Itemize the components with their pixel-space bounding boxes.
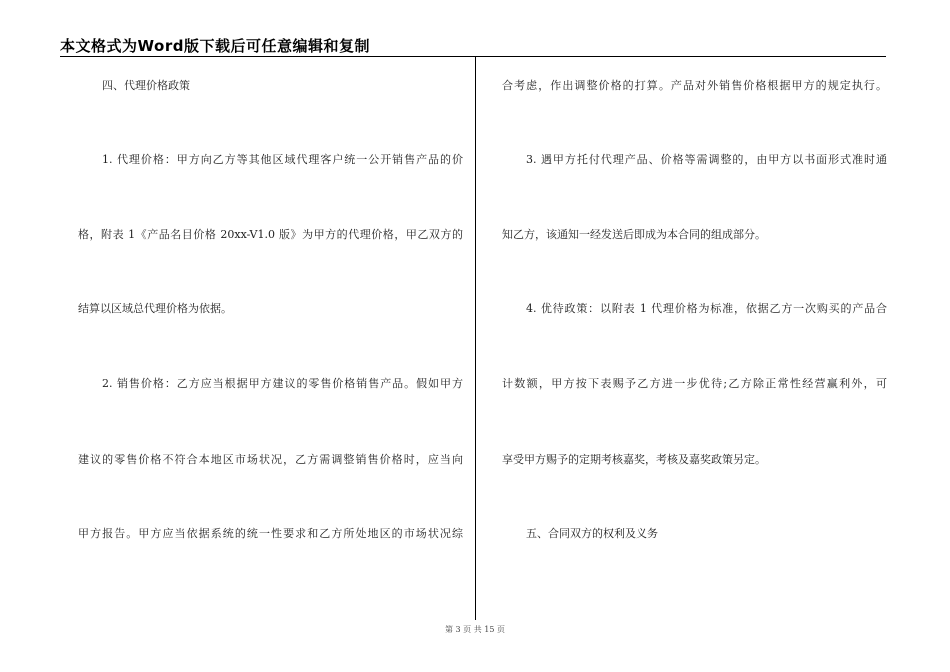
- paragraph-line: 1. 代理价格：甲方向乙方等其他区域代理客户统一公开销售产品的价: [102, 153, 463, 166]
- section-heading-5: 五、合同双方的权利及义务: [526, 527, 658, 540]
- paragraph-line: 4. 优待政策：以附表 1 代理价格为标准，依据乙方一次购买的产品合: [526, 302, 887, 315]
- paragraph-line: 3. 遇甲方托付代理产品、价格等需调整的，由甲方以书面形式准时通: [526, 153, 887, 166]
- paragraph-line: 格，附表 1《产品名目价格 20xx-V1.0 版》为甲方的代理价格，甲乙双方的: [78, 228, 463, 241]
- paragraph-line: 甲方报告。甲方应当依据系统的统一性要求和乙方所处地区的市场状况综: [78, 527, 463, 540]
- header-rule: [60, 56, 886, 57]
- section-heading-4: 四、代理价格政策: [102, 79, 190, 92]
- paragraph-line: 建议的零售价格不符合本地区市场状况，乙方需调整销售价格时，应当向: [78, 453, 463, 466]
- paragraph-line: 合考虑，作出调整价格的打算。产品对外销售价格根据甲方的规定执行。: [502, 79, 887, 92]
- paragraph-line: 2. 销售价格：乙方应当根据甲方建议的零售价格销售产品。假如甲方: [102, 377, 463, 390]
- paragraph-line: 享受甲方赐予的定期考核嘉奖，考核及嘉奖政策另定。: [502, 453, 766, 466]
- page-number: 第 3 页 共 15 页: [445, 625, 505, 634]
- paragraph-line: 计数额，甲方按下表赐予乙方进一步优待;乙方除正常性经营赢利外，可: [502, 377, 887, 390]
- header-title: 本文格式为Word版下载后可任意编辑和复制: [60, 37, 370, 55]
- paragraph-line: 知乙方，该通知一经发送后即成为本合同的组成部分。: [502, 228, 766, 241]
- paragraph-line: 结算以区域总代理价格为依据。: [78, 302, 232, 315]
- column-divider: [475, 57, 476, 620]
